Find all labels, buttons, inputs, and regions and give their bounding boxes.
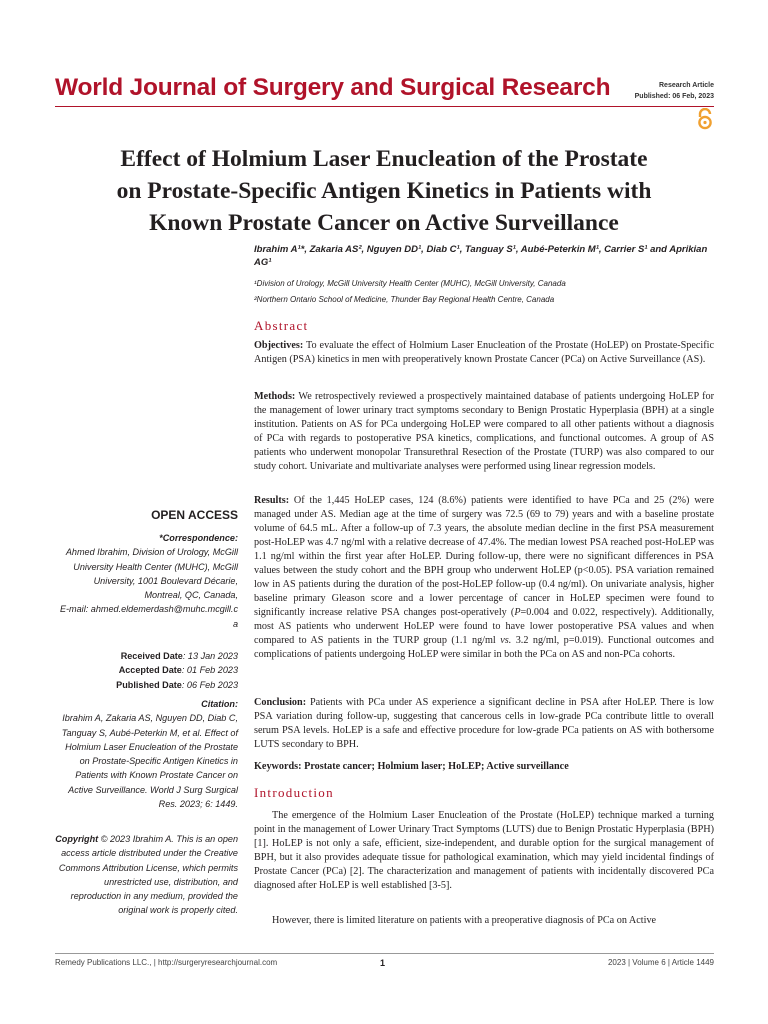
received-value: : 13 Jan 2023 xyxy=(182,651,238,661)
author-list: Ibrahim A¹*, Zakaria AS², Nguyen DD¹, Diab C¹, Tanguay S¹, Aubé-Peterkin M¹, Carrier S¹ and Aprikian AG¹ xyxy=(254,244,708,268)
abstract-heading: Abstract xyxy=(254,318,309,333)
published-date: Published: 06 Feb, 2023 xyxy=(634,93,714,100)
title-line: on Prostate-Specific Antigen Kinetics in Patients with xyxy=(116,178,652,204)
correspondence-label: *Correspondence: xyxy=(159,533,238,543)
introduction-paragraph-1: The emergence of the Holmium Laser Enucleation of the Prostate (HoLEP) technique marked a turning point in the management of Lower Urinary Tract Symptoms (LUTS) due to Benign Prostatic Hyperplasia (BPH) [1]. HoLEP is not only a safe, efficient, size-independent, and durable option for the surgical management of BPH, but it also provides adequate tissue for pathological examination, which may yield incidental findings of Prostate Cancer (PCa) [2]. The characterization and management of patients with incidentally discovered PCa diagnosed after HoLEP is well established [3-5]. xyxy=(254,810,714,891)
correspondence-block xyxy=(55,531,238,631)
footer-volume: 2023 | Volume 6 | Article 1449 xyxy=(607,958,714,967)
results-text: 3.2 ng/ml, p=0.019). Functional outcomes and complications of patients undergoing HoLEP were similar in both the PCa on AS and non-PCa cohorts. xyxy=(254,635,714,660)
citation-block xyxy=(55,697,238,811)
keywords-text: Prostate cancer; Holmium laser; HoLEP; Active surveillance xyxy=(301,761,569,772)
correspondence-email[interactable]: E-mail: ahmed.eldemerdash@muhc.mcgill.ca xyxy=(59,604,238,629)
title-line: Effect of Holmium Laser Enucleation of the Prostate xyxy=(120,146,648,172)
accepted-value: : 01 Feb 2023 xyxy=(181,665,238,676)
affiliation-1: ¹Division of Urology, McGill University Health Center (MUHC), McGill University, Canada xyxy=(254,279,566,288)
methods-label: Methods: xyxy=(254,391,296,402)
conclusion-label: Conclusion: xyxy=(254,697,307,708)
objectives-text: To evaluate the effect of Holmium Laser Enucleation of the Prostate (HoLEP) on Prostate-Specific Antigen (PSA) kinetics in men with preoperatively known Prostate Cancer (PCa) on Active Surveillance (AS). xyxy=(254,340,714,365)
published-label: Published Date xyxy=(116,679,182,690)
keywords-label: Keywords: xyxy=(254,761,302,772)
results-vs: vs. xyxy=(500,635,512,646)
open-access-lock-icon xyxy=(697,108,713,130)
correspondence-address: Ahmed Ibrahim, Division of Urology, McGill University Health Center (MUHC), McGill University, 1001 Boulevard Décarie, Montreal, QC, Canada, xyxy=(65,547,238,601)
article-title xyxy=(60,143,708,239)
dates-block xyxy=(55,649,238,692)
abstract-results xyxy=(254,494,714,662)
results-label: Results: xyxy=(254,495,290,506)
copyright-text: © 2023 Ibrahim A. This is an open access article distributed under the Creative Commons Attribution License, which permits unrestricted use, distribution, and reproduction in any medium, provided the original work is properly cited. xyxy=(58,834,238,916)
published-value: : 06 Feb 2023 xyxy=(181,679,238,690)
abstract-methods xyxy=(254,390,714,474)
published-date-sidebar xyxy=(55,678,238,692)
affiliation-2: ²Northern Ontario School of Medicine, Thunder Bay Regional Health Centre, Canada xyxy=(254,295,555,304)
methods-text: We retrospectively reviewed a prospectively maintained database of patients undergoing HoLEP for the management of lower urinary tract symptoms secondary to Benign Prostatic Hyperplasia (BPH) at a single institution. Patients on AS for PCa undergoing HoLEP were compared to all other patients without a diagnosis of PCa with regards to postoperative PSA kinetics, complications, and functional outcomes. A group of AS patients who underwent monopolar Transurethral Resection of the Prostate (TURP) was also compared to our study cohort. Univariate and multivariate analyses were performed using linear regression models. xyxy=(254,391,714,472)
footer-publisher[interactable]: Remedy Publications LLC., | http://surgeryresearchjournal.com xyxy=(55,958,278,967)
accepted-label: Accepted Date xyxy=(118,665,182,676)
citation-label: Citation: xyxy=(201,699,238,709)
page-number: 1 xyxy=(380,958,386,968)
introduction-heading: Introduction xyxy=(254,785,334,800)
open-access-label: OPEN ACCESS xyxy=(151,508,238,522)
received-label: Received Date xyxy=(120,651,183,661)
results-text: =0.004 and 0.022, respectively). Additionally, most AS patients who underwent HoLEP were found to have lower postoperative PSA values and when compared to AS patients in the TURP group (1.1 ng/ml xyxy=(254,607,714,646)
copyright-label: Copyright xyxy=(55,834,99,844)
abstract-objectives xyxy=(254,339,714,367)
abstract-conclusion xyxy=(254,696,714,752)
journal-title: World Journal of Surgery and Surgical Research xyxy=(55,74,611,101)
footer-rule xyxy=(55,953,714,954)
header-rule xyxy=(55,106,714,107)
keywords xyxy=(254,760,714,774)
introduction-paragraph-2: However, there is limited literature on patients with a preoperative diagnosis of PCa on Active xyxy=(272,915,657,926)
results-text: Of the 1,445 HoLEP cases, 124 (8.6%) patients were identified to have PCa and 25 (2%) were managed under AS. Median age at the time of surgery was 72.5 (69 to 79) years and with a baseline prostate volume of 64.5 mL. After a follow-up of 7.3 years, the absolute median decline in the first PSA measurement post-HoLEP was 4.7 ng/ml with a relative decrease of 47.4%. The median lowest PSA reached post-HoLEP was 1.1 ng/ml within the first year after HoLEP. During follow-up, there were no significant differences in PSA values between the study cohort and the BPH group who underwent HoLEP (p<0.05). PSA variation remained low in AS patients during the duration of the post-HoLEP follow-up (0.4 ng/ml). On univariate analysis, higher baseline primary Gleason score and a lower percentage of cancer in HoLEP specimen were found to significantly increase relative PSA changes post-operatively ( xyxy=(254,495,714,618)
copyright-block xyxy=(55,832,238,918)
citation-text: Ibrahim A, Zakaria AS, Nguyen DD, Diab C, Tanguay S, Aubé-Peterkin M, et al. Effect of Holmium Laser Enucleation of the Prostate on Prostate-Specific Antigen Kinetics in Patients with Known Prostate Cancer on Active Surveillance. World J Surg Surgical Res. 2023; 6: 1449. xyxy=(61,713,238,810)
article-type: Research Article xyxy=(659,82,714,89)
title-line: Known Prostate Cancer on Active Surveillance xyxy=(149,210,619,236)
article-meta xyxy=(635,80,714,102)
results-p-symbol: P xyxy=(514,607,521,618)
accepted-date xyxy=(55,663,238,677)
received-date xyxy=(55,649,238,663)
objectives-label: Objectives: xyxy=(254,340,304,351)
conclusion-text: Patients with PCa under AS experience a significant decline in PSA after HoLEP. There is low PSA variation during follow-up, suggesting that cancerous cells in low-grade PCa contribute little to overall serum PSA levels. HoLEP is a safe and effective procedure for low-grade PCa patients on AS with bothersome LUTS secondary to BPH. xyxy=(254,697,714,750)
